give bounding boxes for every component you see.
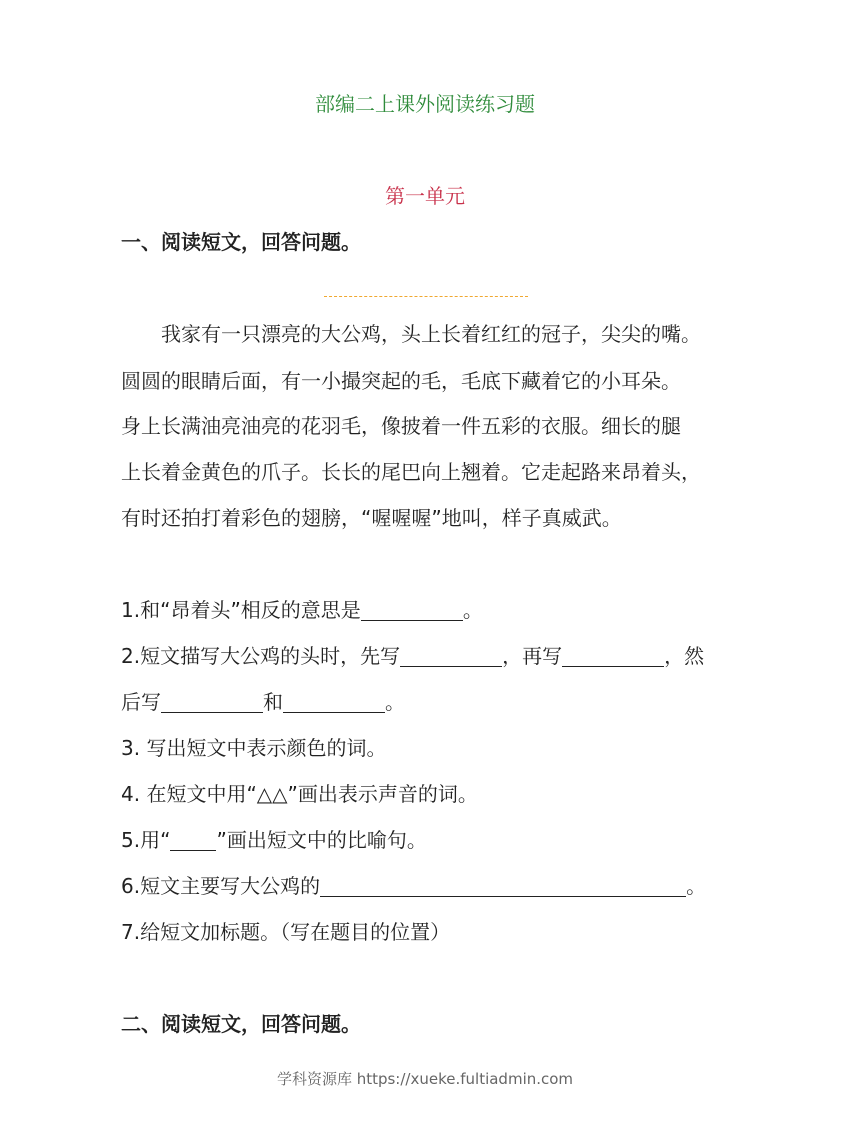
- passage-line: 有时还拍打着彩色的翅膀，“喔喔喔”地叫，样子真威武。: [121, 506, 622, 530]
- answer-blank[interactable]: [562, 644, 664, 667]
- question-text: ，然: [664, 644, 705, 668]
- passage-title-blank[interactable]: [324, 296, 528, 297]
- question-7: 7.给短文加标题。（写在题目的位置）: [121, 920, 451, 944]
- document-title: 部编二上课外阅读练习题: [315, 92, 535, 116]
- question-4: 4. 在短文中用“△△”画出表示声音的词。: [121, 782, 478, 806]
- question-text: 。: [686, 874, 707, 898]
- section-1-heading: 一、阅读短文，回答问题。: [121, 230, 361, 254]
- passage-line: 身上长满油亮油亮的花羽毛，像披着一件五彩的衣服。细长的腿: [121, 414, 681, 438]
- question-text: 5.用“: [121, 828, 171, 852]
- unit-heading: 第一单元: [385, 184, 465, 208]
- answer-blank[interactable]: [161, 690, 263, 713]
- passage-line: 我家有一只漂亮的大公鸡，头上长着红红的冠子，尖尖的嘴。: [161, 322, 701, 346]
- question-3: 3. 写出短文中表示颜色的词。: [121, 736, 387, 760]
- passage-line: 圆圆的眼睛后面，有一小撮突起的毛，毛底下藏着它的小耳朵。: [121, 369, 681, 393]
- passage-line: 上长着金黄色的爪子。长长的尾巴向上翘着。它走起路来昂着头，: [121, 460, 701, 484]
- question-text: 2.短文描写大公鸡的头时，先写: [121, 644, 401, 668]
- question-1: [121, 596, 483, 624]
- question-text: 后写: [121, 690, 161, 714]
- question-5: [121, 826, 427, 854]
- footer-watermark: 学科资源库 https://xueke.fultiadmin.com: [276, 1070, 574, 1088]
- question-text: 和: [263, 690, 283, 714]
- question-2-cont: [121, 688, 405, 716]
- answer-blank[interactable]: [320, 874, 686, 897]
- question-text: ”画出短文中的比喻句。: [216, 828, 427, 852]
- question-text: ，再写: [502, 644, 563, 668]
- question-text: 1.和“昂着头”相反的意思是: [121, 598, 361, 622]
- section-2-heading: 二、阅读短文，回答问题。: [121, 1012, 361, 1036]
- question-text: 6.短文主要写大公鸡的: [121, 874, 321, 898]
- question-text: 。: [462, 598, 483, 622]
- answer-blank[interactable]: [400, 644, 502, 667]
- answer-blank[interactable]: [361, 598, 463, 621]
- answer-blank[interactable]: [283, 690, 385, 713]
- question-6: [121, 872, 706, 900]
- question-text: 。: [385, 690, 405, 714]
- underline-sample: [170, 828, 216, 851]
- question-2: [121, 642, 704, 670]
